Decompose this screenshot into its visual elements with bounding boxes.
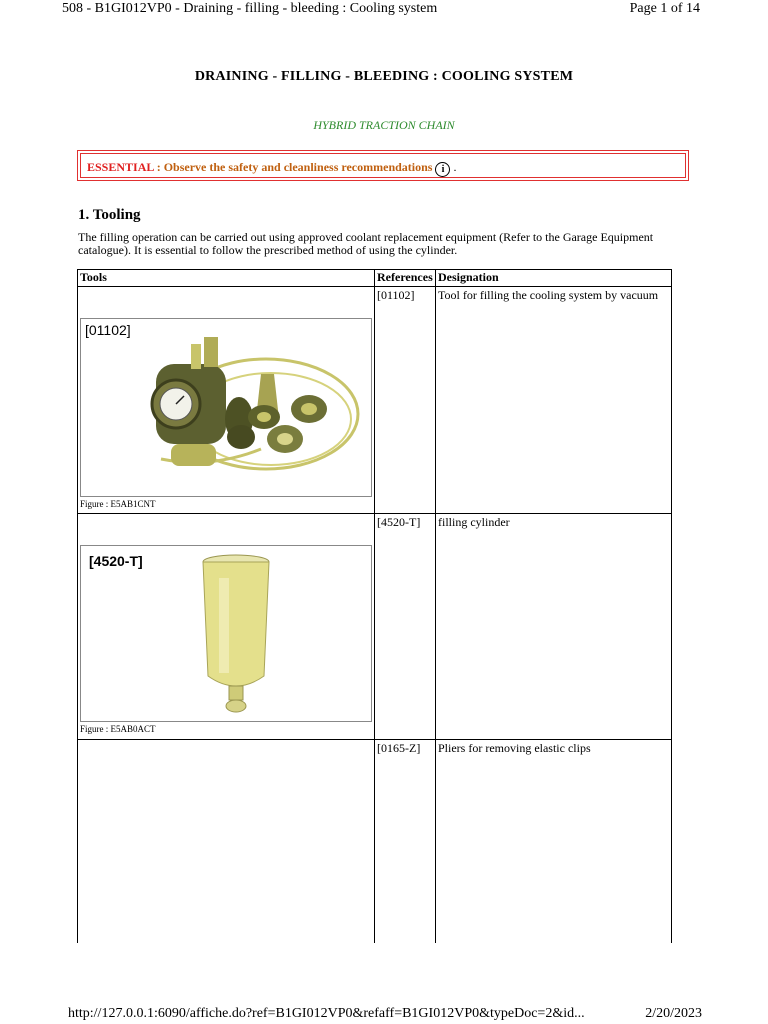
designation-cell: filling cylinder [436, 514, 672, 740]
document-subtitle: HYBRID TRACTION CHAIN [313, 118, 455, 132]
table-header-references: References [375, 270, 436, 287]
figure-ref-label: [4520-T] [89, 553, 143, 569]
tool-cell [78, 740, 375, 943]
header-page-number: Page 1 of 14 [629, 1, 700, 16]
figure-ref-label: [01102] [85, 322, 131, 338]
essential-notice [77, 150, 689, 181]
reference-cell: [01102] [375, 287, 436, 514]
table-header-row [78, 270, 672, 287]
filling-tool-image [81, 319, 371, 496]
filling-cylinder-image [81, 546, 371, 721]
essential-label: ESSENTIAL [87, 160, 154, 174]
figure-01102[interactable] [80, 318, 372, 497]
essential-separator: : [153, 160, 164, 174]
footer-url: http://127.0.0.1:6090/affiche.do?ref=B1GI012VP0&refaff=B1GI012VP0&typeDoc=2&id... [68, 1006, 585, 1021]
table-row [78, 287, 672, 514]
info-circle-icon[interactable]: i [435, 162, 450, 177]
figure-caption: Figure : E5AB0ACT [80, 724, 156, 734]
figure-4520-t[interactable] [80, 545, 372, 722]
section-heading-tooling: 1. Tooling [78, 207, 141, 223]
essential-notice-inner [80, 153, 686, 178]
document-title: DRAINING - FILLING - BLEEDING : COOLING SYSTEM [194, 69, 574, 84]
table-header-tools: Tools [78, 270, 375, 287]
footer-date: 2/20/2023 [645, 1006, 702, 1021]
table-row [78, 514, 672, 740]
figure-caption: Figure : E5AB1CNT [80, 499, 156, 509]
essential-end: . [450, 160, 457, 174]
tool-cell [78, 287, 375, 514]
tools-table [77, 269, 672, 943]
header-doc-ref: 508 - B1GI012VP0 - Draining - filling - bleeding : Cooling system [62, 1, 438, 16]
designation-cell: Tool for filling the cooling system by vacuum [436, 287, 672, 514]
table-header-designation: Designation [436, 270, 672, 287]
table-row [78, 740, 672, 943]
reference-cell: [0165-Z] [375, 740, 436, 943]
section-paragraph: The filling operation can be carried out using approved coolant replacement equipment (Refer to the Garage Equipment catalogue). It is essential to follow the prescribed method of using the cylinder. [78, 230, 654, 257]
designation-cell: Pliers for removing elastic clips [436, 740, 672, 943]
reference-cell: [4520-T] [375, 514, 436, 740]
tool-cell [78, 514, 375, 740]
essential-text[interactable]: Observe the safety and cleanliness recommendations [163, 160, 433, 174]
